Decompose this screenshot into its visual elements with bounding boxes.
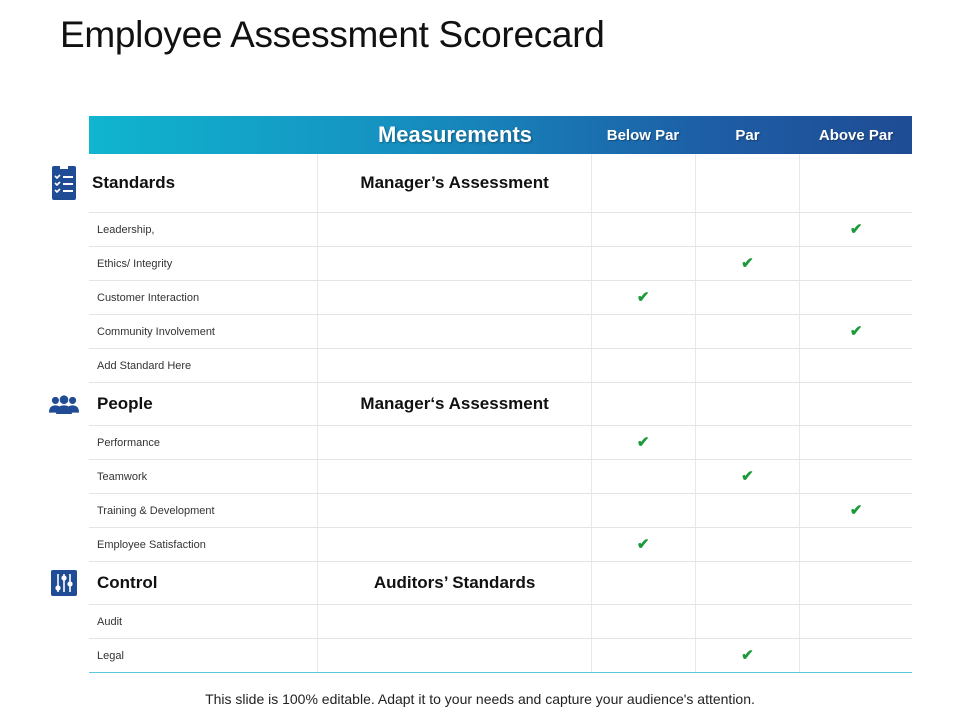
item-label: Performance	[97, 436, 160, 449]
header-below-par: Below Par	[606, 126, 680, 144]
checklist-icon	[49, 168, 79, 198]
header-measurements: Measurements	[377, 122, 533, 147]
rating-cell-par	[696, 281, 801, 314]
rating-cell-below	[592, 349, 696, 382]
table-body	[89, 154, 912, 673]
rating-cell-below	[592, 315, 696, 348]
rating-cell-above	[800, 315, 912, 348]
section-row-control	[89, 562, 912, 605]
rating-cell-par	[696, 426, 801, 459]
item-label: Add Standard Here	[97, 359, 192, 372]
check-icon: ✔	[849, 323, 863, 340]
rating-cell-below	[592, 426, 696, 459]
header-above-par: Above Par	[818, 126, 894, 144]
check-icon: ✔	[741, 255, 754, 272]
check-icon: ✔	[636, 434, 650, 451]
rating-cell-above	[800, 605, 912, 638]
rating-cell-par	[696, 213, 801, 246]
rating-cell-above	[800, 349, 912, 382]
section-row-standards	[89, 154, 912, 213]
rating-cell-par	[696, 528, 801, 561]
rating-cell-above	[800, 528, 912, 561]
rating-cell-par	[696, 349, 801, 382]
table-row	[89, 213, 912, 247]
table-row	[89, 639, 912, 673]
footer-note: This slide is 100% editable. Adapt it to your needs and capture your audience's attention.	[205, 691, 755, 707]
rating-cell-above	[800, 460, 912, 493]
sliders-icon	[49, 568, 79, 598]
rating-cell-below	[592, 528, 696, 561]
rating-cell-below	[592, 494, 696, 527]
table-row	[89, 426, 912, 460]
rating-cell-par	[696, 460, 801, 493]
table-row	[89, 315, 912, 349]
rating-cell-below	[592, 281, 696, 314]
scorecard-table	[89, 116, 912, 673]
section-assessment: Manager‘s Assessment	[360, 394, 549, 413]
table-row	[89, 605, 912, 639]
table-row	[89, 528, 912, 562]
table-header	[89, 116, 912, 154]
rating-cell-above	[800, 494, 912, 527]
check-icon: ✔	[849, 221, 863, 238]
header-par: Par	[735, 126, 760, 144]
item-label: Training & Development	[97, 504, 215, 517]
rating-cell-above	[800, 247, 912, 280]
item-label: Employee Satisfaction	[97, 538, 206, 551]
rating-cell-below	[592, 213, 696, 246]
rating-cell-below	[592, 247, 696, 280]
table-row	[89, 247, 912, 281]
section-label: Control	[97, 573, 158, 592]
rating-cell-par	[696, 605, 801, 638]
item-label: Leadership,	[97, 223, 155, 236]
check-icon: ✔	[636, 289, 650, 306]
rating-cell-par	[696, 639, 801, 672]
rating-cell-above	[800, 639, 912, 672]
item-label: Customer Interaction	[97, 291, 200, 304]
section-row-people	[89, 383, 912, 426]
rating-cell-par	[696, 247, 801, 280]
check-icon: ✔	[636, 536, 650, 553]
rating-cell-par	[696, 494, 801, 527]
rating-cell-below	[592, 639, 696, 672]
item-label: Community Involvement	[97, 325, 215, 338]
item-label: Ethics/ Integrity	[97, 257, 173, 270]
table-row	[89, 494, 912, 528]
table-row	[89, 349, 912, 383]
item-label: Audit	[97, 615, 123, 628]
rating-cell-above	[800, 426, 912, 459]
check-icon: ✔	[741, 647, 754, 664]
page-title: Employee Assessment Scorecard	[60, 14, 605, 55]
section-assessment: Manager’s Assessment	[360, 173, 549, 192]
check-icon: ✔	[849, 502, 863, 519]
rating-cell-above	[800, 281, 912, 314]
item-label: Legal	[97, 649, 124, 662]
section-label: Standards	[92, 173, 176, 192]
rating-cell-below	[592, 460, 696, 493]
table-row	[89, 460, 912, 494]
rating-cell-below	[592, 605, 696, 638]
section-label: People	[97, 394, 153, 413]
table-row	[89, 281, 912, 315]
check-icon: ✔	[741, 468, 754, 485]
section-assessment: Auditors’ Standards	[373, 573, 536, 592]
rating-cell-par	[696, 315, 801, 348]
people-icon	[49, 389, 79, 419]
rating-cell-above	[800, 213, 912, 246]
item-label: Teamwork	[97, 470, 148, 483]
